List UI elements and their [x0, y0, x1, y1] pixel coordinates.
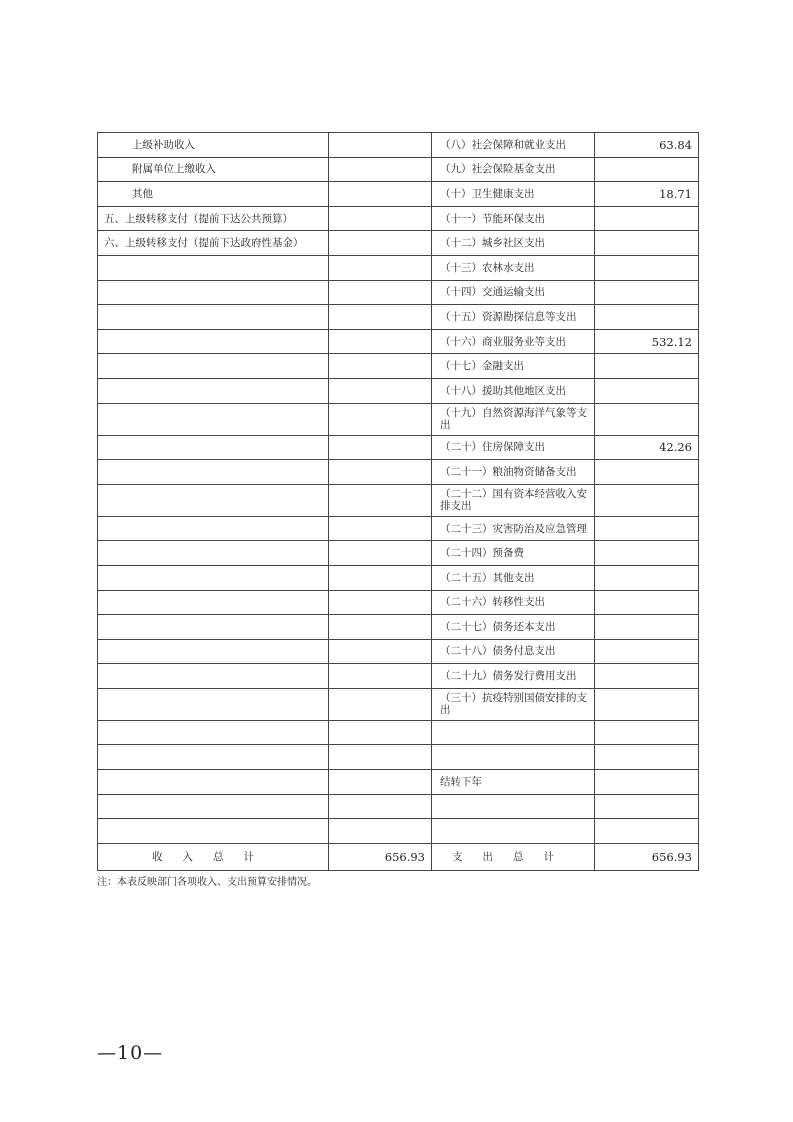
expense-item-cell: （二十四）预备费	[432, 541, 595, 566]
income-amount-cell	[329, 615, 432, 640]
expense-item-cell: （十四）交通运输支出	[432, 280, 595, 305]
expense-item-cell: （十三）农林水支出	[432, 255, 595, 280]
income-item-cell	[98, 484, 329, 516]
income-amount-cell	[329, 255, 432, 280]
income-item-cell	[98, 255, 329, 280]
expense-item-cell: （十七）金融支出	[432, 354, 595, 379]
expense-item-cell: （二十一）粮油物资储备支出	[432, 460, 595, 485]
expense-amount-cell	[595, 231, 699, 256]
table-row	[98, 688, 699, 720]
income-amount-cell	[329, 378, 432, 403]
table-row	[98, 280, 699, 305]
expense-item-cell: （二十五）其他支出	[432, 565, 595, 590]
expense-amount-cell: 42.26	[595, 435, 699, 460]
expense-item-cell: 结转下年	[432, 770, 595, 795]
expense-item-cell: （二十二）国有资本经营收入安排支出	[432, 484, 595, 516]
expense-amount-cell	[595, 460, 699, 485]
expense-item-cell: （十）卫生健康支出	[432, 182, 595, 207]
income-item-cell	[98, 541, 329, 566]
table-row	[98, 484, 699, 516]
expense-total-amount: 656.93	[595, 843, 699, 870]
table-row	[98, 819, 699, 844]
table-row	[98, 615, 699, 640]
expense-amount-cell	[595, 745, 699, 770]
table-row	[98, 590, 699, 615]
income-total-amount: 656.93	[329, 843, 432, 870]
expense-item-cell: （十五）资源勘探信息等支出	[432, 305, 595, 330]
expense-amount-cell: 18.71	[595, 182, 699, 207]
income-amount-cell	[329, 688, 432, 720]
income-amount-cell	[329, 206, 432, 231]
total-row	[98, 843, 699, 870]
income-amount-cell	[329, 639, 432, 664]
income-amount-cell	[329, 745, 432, 770]
expense-amount-cell	[595, 206, 699, 231]
table-row	[98, 639, 699, 664]
expense-amount-cell: 63.84	[595, 133, 699, 158]
expense-amount-cell	[595, 516, 699, 541]
income-item-cell	[98, 664, 329, 689]
table-row	[98, 460, 699, 485]
expense-amount-cell	[595, 541, 699, 566]
expense-item-cell: （十一）节能环保支出	[432, 206, 595, 231]
table-row	[98, 378, 699, 403]
expense-amount-cell	[595, 354, 699, 379]
table-row	[98, 770, 699, 795]
income-amount-cell	[329, 329, 432, 354]
expense-item-cell: （十八）援助其他地区支出	[432, 378, 595, 403]
income-amount-cell	[329, 794, 432, 819]
income-amount-cell	[329, 819, 432, 844]
income-amount-cell	[329, 280, 432, 305]
income-item-cell	[98, 403, 329, 435]
income-amount-cell	[329, 435, 432, 460]
income-amount-cell	[329, 516, 432, 541]
budget-table	[97, 132, 699, 871]
income-amount-cell	[329, 133, 432, 158]
expense-amount-cell	[595, 770, 699, 795]
expense-amount-cell: 532.12	[595, 329, 699, 354]
income-item-cell	[98, 770, 329, 795]
expense-amount-cell	[595, 565, 699, 590]
income-item-cell	[98, 329, 329, 354]
expense-amount-cell	[595, 720, 699, 745]
income-item-cell	[98, 354, 329, 379]
expense-item-cell: （二十三）灾害防治及应急管理	[432, 516, 595, 541]
table-row	[98, 231, 699, 256]
income-item-cell	[98, 720, 329, 745]
income-item-cell	[98, 516, 329, 541]
expense-item-cell: （十二）城乡社区支出	[432, 231, 595, 256]
income-item-cell: 六、上级转移支付（提前下达政府性基金）	[98, 231, 329, 256]
expense-item-cell: （三十）抗疫特别国债安排的支出	[432, 688, 595, 720]
income-amount-cell	[329, 354, 432, 379]
expense-amount-cell	[595, 615, 699, 640]
table-row	[98, 541, 699, 566]
page-number: —10—	[97, 1042, 164, 1064]
expense-amount-cell	[595, 484, 699, 516]
expense-amount-cell	[595, 688, 699, 720]
expense-amount-cell	[595, 403, 699, 435]
income-item-cell	[98, 688, 329, 720]
table-row	[98, 720, 699, 745]
expense-amount-cell	[595, 255, 699, 280]
table-row	[98, 664, 699, 689]
income-item-cell	[98, 305, 329, 330]
table-row	[98, 133, 699, 158]
expense-amount-cell	[595, 639, 699, 664]
income-item-cell: 其他	[98, 182, 329, 207]
expense-amount-cell	[595, 794, 699, 819]
income-item-cell	[98, 745, 329, 770]
expense-total-label: 支出总计	[432, 843, 595, 870]
income-amount-cell	[329, 403, 432, 435]
table-row	[98, 565, 699, 590]
income-amount-cell	[329, 305, 432, 330]
expense-item-cell: （十六）商业服务业等支出	[432, 329, 595, 354]
table-row	[98, 182, 699, 207]
expense-amount-cell	[595, 378, 699, 403]
expense-amount-cell	[595, 280, 699, 305]
income-total-label: 收入总计	[98, 843, 329, 870]
income-amount-cell	[329, 231, 432, 256]
table-row	[98, 403, 699, 435]
table-row	[98, 206, 699, 231]
income-item-cell: 上级补助收入	[98, 133, 329, 158]
expense-item-cell: （八）社会保障和就业支出	[432, 133, 595, 158]
income-item-cell	[98, 794, 329, 819]
table-row	[98, 157, 699, 182]
income-item-cell: 五、上级转移支付（提前下达公共预算）	[98, 206, 329, 231]
expense-item-cell: （九）社会保险基金支出	[432, 157, 595, 182]
income-amount-cell	[329, 664, 432, 689]
table-row	[98, 516, 699, 541]
income-item-cell	[98, 819, 329, 844]
income-amount-cell	[329, 720, 432, 745]
expense-item-cell	[432, 720, 595, 745]
table-row	[98, 794, 699, 819]
income-amount-cell	[329, 157, 432, 182]
table-row	[98, 329, 699, 354]
expense-item-cell	[432, 794, 595, 819]
income-amount-cell	[329, 460, 432, 485]
income-amount-cell	[329, 541, 432, 566]
income-amount-cell	[329, 484, 432, 516]
expense-item-cell: （二十八）债务付息支出	[432, 639, 595, 664]
table-row	[98, 255, 699, 280]
table-row	[98, 305, 699, 330]
income-amount-cell	[329, 590, 432, 615]
expense-amount-cell	[595, 590, 699, 615]
expense-amount-cell	[595, 157, 699, 182]
expense-item-cell: （二十）住房保障支出	[432, 435, 595, 460]
table-row	[98, 435, 699, 460]
income-amount-cell	[329, 565, 432, 590]
table-row	[98, 745, 699, 770]
expense-item-cell: （二十六）转移性支出	[432, 590, 595, 615]
expense-item-cell: （二十九）债务发行费用支出	[432, 664, 595, 689]
income-amount-cell	[329, 770, 432, 795]
table-row	[98, 354, 699, 379]
budget-table-body	[98, 133, 699, 844]
expense-item-cell	[432, 745, 595, 770]
income-amount-cell	[329, 182, 432, 207]
income-item-cell	[98, 639, 329, 664]
income-item-cell	[98, 590, 329, 615]
income-item-cell	[98, 565, 329, 590]
expense-amount-cell	[595, 305, 699, 330]
expense-item-cell	[432, 819, 595, 844]
expense-item-cell: （十九）自然资源海洋气象等支出	[432, 403, 595, 435]
income-item-cell	[98, 435, 329, 460]
income-item-cell: 附属单位上缴收入	[98, 157, 329, 182]
expense-amount-cell	[595, 819, 699, 844]
income-item-cell	[98, 615, 329, 640]
table-note: 注：本表反映部门各项收入、支出预算安排情况。	[97, 877, 317, 888]
income-item-cell	[98, 378, 329, 403]
expense-amount-cell	[595, 664, 699, 689]
income-item-cell	[98, 280, 329, 305]
income-item-cell	[98, 460, 329, 485]
expense-item-cell: （二十七）债务还本支出	[432, 615, 595, 640]
